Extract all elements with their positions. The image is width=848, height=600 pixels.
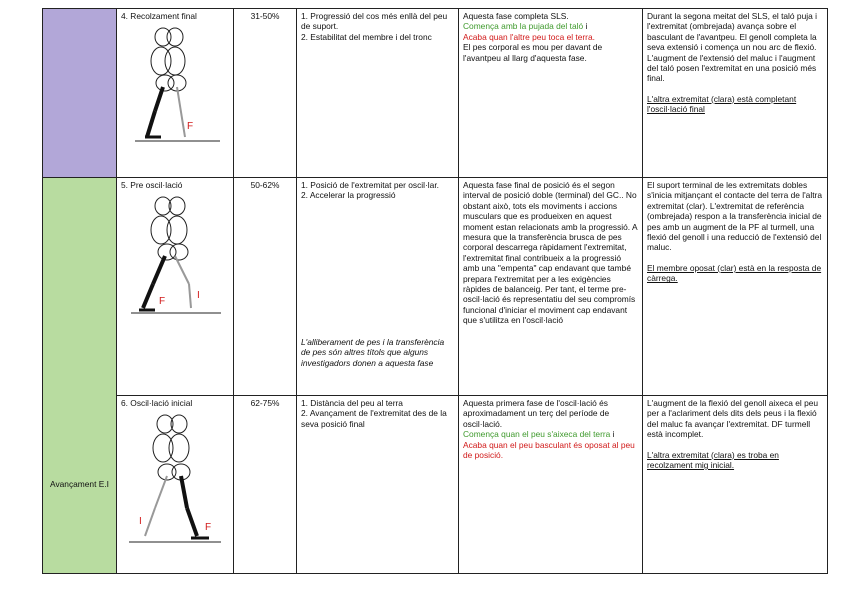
phase-group-cell: [43, 178, 117, 396]
stage-title: 4. Recolzament final: [121, 11, 197, 21]
connector-text: i: [585, 21, 588, 32]
objectives-cell: [297, 178, 459, 396]
figure-label: F: [205, 522, 212, 534]
objectives-cell: [297, 396, 459, 574]
stage-title: 6. Oscil·lació inicial: [121, 398, 193, 408]
description-cell: [459, 9, 643, 178]
phase-group-label: Avançament E.I: [50, 479, 109, 490]
gait-figure-pre-swing: [125, 194, 225, 319]
objective-item: 2. Estabilitat del membre i del tronc: [301, 31, 432, 42]
description-text: Aquesta fase final de posició és el segon interval de posició doble (terminal) del GC.. No obstant això, tots els moviments i accions musculars que es produeixen en aquest moment estan relacionats amb la progressió. A mesura que la transferència brusca de pes corporal descarrega ràpidament l'extremitat, l'extremitat final contribueix a la progressió amb una "empenta" cap endavant que també prepara l'extremitat per a les exigències ràpides de balanceig. Per tant, el terme pre-oscil·lació és representatiu del seu compromís funcional d'iniciar el moviment cap endavant que s'utilitza en l'oscil·lació: [463, 180, 638, 326]
objective-item: 1. Distància del peu al terra: [301, 398, 403, 408]
description-intro: Aquesta fase completa SLS.: [463, 11, 569, 21]
gait-figure-terminal-stance: [125, 25, 225, 145]
gait-figure-initial-swing: [125, 412, 225, 547]
objective-item: 2. Avançament de l'extremitat des de la seva posició final: [301, 408, 447, 429]
phase-end-text: Acaba quan l'altre peu toca el terra.: [463, 31, 595, 42]
percent-cell: 31-50%: [234, 9, 297, 178]
objective-note: L'alliberament de pes i la transferència de pes són altres títols que alguns investigadors donen a aquesta fase: [301, 336, 445, 368]
figure-label: I: [197, 290, 200, 302]
stage-title: 5. Pre oscil·lació: [121, 180, 183, 190]
stage-cell: [117, 178, 234, 396]
opposite-limb-note: El membre oposat (clar) està en la resposta de càrrega.: [647, 262, 822, 284]
description-cell: [459, 178, 643, 396]
description-intro: Aquesta primera fase de l'oscil·lació és aproximadament un terç del període de oscil·lació.: [463, 398, 610, 429]
opposite-limb-note: L'altra extremitat (clara) es troba en recolzament mig inicial.: [647, 449, 779, 471]
objective-item: 1. Progressió del cos més enllà del peu de suport.: [301, 11, 448, 32]
description-cell: [459, 396, 643, 574]
gait-phase-table: [42, 8, 828, 574]
percent-cell: 50-62%: [234, 178, 297, 396]
notes-cell: [643, 9, 828, 178]
objective-item: 2. Accelerar la progressió: [301, 190, 396, 201]
stage-cell: [117, 396, 234, 574]
phase-start-text: Comença amb la pujada del taló: [463, 21, 584, 32]
figure-label: F: [159, 296, 166, 308]
description-rest: El pes corporal es mou per davant de l'avantpeu al llarg d'aquesta fase.: [463, 42, 603, 63]
phase-start-text: Comença quan el peu s'aixeca del terra: [463, 429, 611, 440]
phase-end-text: Acaba quan el peu basculant és oposat al peu de posició.: [463, 439, 635, 461]
phase-group-cell: [43, 9, 117, 178]
figure-label: I: [139, 516, 142, 528]
notes-text: Durant la segona meitat del SLS, el taló puja i l'extremitat (ombrejada) avança sobre el basculant de l'avantpeu. El genoll completa la seva extensió i comença un nou arc de flexió. L'augment de l'extensió del maluc i l'augment del taló posen l'extremitat en una posició més final.: [647, 11, 817, 84]
notes-cell: [643, 396, 828, 574]
notes-cell: [643, 178, 828, 396]
percent-cell: 62-75%: [234, 396, 297, 574]
table-row: [43, 178, 828, 396]
notes-text: L'augment de la flexió del genoll aixeca el peu per a l'aclariment dels dits dels peus i la flexió del maluc fa avançar l'extremitat. DF turmell està incomplet.: [647, 398, 819, 440]
opposite-limb-note: L'altra extremitat (clara) està completant l'oscil·lació final: [647, 93, 797, 115]
table-row: [43, 396, 828, 574]
stage-cell: [117, 9, 234, 178]
objective-item: 1. Posició de l'extremitat per oscil·lar.: [301, 180, 439, 190]
figure-label: F: [187, 121, 194, 133]
connector-text: i: [612, 429, 615, 440]
notes-text: El suport terminal de les extremitats dobles s'inicia mitjançant el contacte del terra de l'altra extremitat (clar). L'extremitat de referència (ombrejada) respon a la transferència inicial de pes amb un augment de la PF al turmell, una flexió del genoll i una reducció de l'extensió del maluc.: [647, 180, 822, 253]
objectives-cell: [297, 9, 459, 178]
table-row: [43, 9, 828, 178]
phase-group-cell: [43, 396, 117, 574]
